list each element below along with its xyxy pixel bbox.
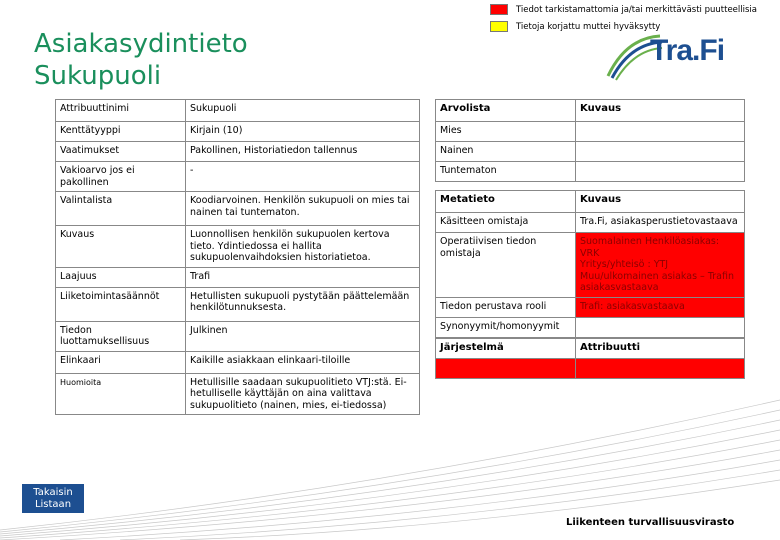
metadata-table <box>435 190 745 338</box>
table-header-cell: Kuvaus <box>576 191 745 213</box>
table-header-row <box>436 191 745 213</box>
attribute-value-cell: Trafi <box>186 267 420 287</box>
table-row <box>56 162 420 192</box>
legend-red <box>490 4 757 15</box>
trafi-logo <box>604 30 754 82</box>
attribute-key-cell: Laajuus <box>56 267 186 287</box>
table-row <box>56 287 420 321</box>
attribute-value-cell: Pakollinen, Historiatiedon tallennus <box>186 142 420 162</box>
table-row <box>56 267 420 287</box>
table-cell: Nainen <box>436 142 576 162</box>
logo-text: Tra.Fi <box>650 34 725 67</box>
yellow-swatch <box>490 21 508 32</box>
metadata-key-cell: Käsitteen omistaja <box>436 213 576 233</box>
back-button-line-1: Takaisin <box>33 487 73 498</box>
table-row <box>436 359 745 379</box>
table-cell: Mies <box>436 122 576 142</box>
attribute-value-cell: Kirjain (10) <box>186 122 420 142</box>
value-list-table <box>435 99 745 182</box>
table-cell <box>576 122 745 142</box>
table-row <box>56 142 420 162</box>
table-header-cell: Metatieto <box>436 191 576 213</box>
back-button-line-2: Listaan <box>34 499 72 510</box>
attribute-key-cell: Elinkaari <box>56 351 186 373</box>
metadata-key-cell: Tiedon perustava rooli <box>436 297 576 317</box>
table-header-cell: Arvolista <box>436 100 576 122</box>
attribute-key-cell: Tiedon luottamuksellisuus <box>56 321 186 351</box>
attribute-value-cell: Sukupuoli <box>186 100 420 122</box>
back-to-list-button[interactable] <box>22 484 84 513</box>
legend-red-text: Tiedot tarkistamattomia ja/tai merkittävästi puutteellisia <box>516 4 757 15</box>
table-cell <box>576 162 745 182</box>
decorative-wave <box>0 380 780 540</box>
system-table <box>435 338 745 379</box>
table-row <box>436 317 745 337</box>
table-row <box>56 122 420 142</box>
table-row <box>56 100 420 122</box>
footer-agency-name: Liikenteen turvallisuusvirasto <box>566 517 735 528</box>
metadata-value-cell: Tra.Fi, asiakasperustietovastaava <box>576 213 745 233</box>
table-row <box>436 142 745 162</box>
legend-yellow-text: Tietoja korjattu muttei hyväksytty <box>516 21 661 32</box>
attribute-key-cell: Vaatimukset <box>56 142 186 162</box>
metadata-key-cell: Synonyymit/homonyymit <box>436 317 576 337</box>
table-row <box>56 351 420 373</box>
metadata-key-cell: Operatiivisen tiedon omistaja <box>436 233 576 298</box>
table-header-cell: Attribuutti <box>576 339 745 359</box>
attribute-key-cell: Valintalista <box>56 192 186 226</box>
attribute-key-cell: Liiketoimintasäännöt <box>56 287 186 321</box>
table-header-cell: Järjestelmä <box>436 339 576 359</box>
metadata-value-cell: Suomalainen Henkilöasiakas: VRK Yritys/yhteisö : YTJ Muu/ulkomainen asiakas – Trafin asiakasvastaava <box>576 233 745 298</box>
table-row <box>56 226 420 268</box>
page-title <box>34 28 248 92</box>
metadata-value-cell: Trafi: asiakasvastaava <box>576 297 745 317</box>
red-swatch <box>490 4 508 15</box>
table-row <box>436 213 745 233</box>
attribute-key-cell: Kenttätyyppi <box>56 122 186 142</box>
table-cell <box>436 359 576 379</box>
attribute-value-cell: Hetullisille saadaan sukupuolitieto VTJ:stä. Ei-hetulliselle käyttäjän on aina valittava sukupuolitieto (nainen, mies, ei-tiedossa) <box>186 373 420 415</box>
attribute-value-cell: - <box>186 162 420 192</box>
table-row <box>436 297 745 317</box>
title-line-1: Asiakasydintieto <box>34 29 248 59</box>
table-row <box>56 192 420 226</box>
table-row <box>436 162 745 182</box>
metadata-value-cell <box>576 317 745 337</box>
attribute-value-cell: Luonnollisen henkilön sukupuolen kertova tieto. Ydintiedossa ei hallita sukupuolenvaihdoksien historiatietoa. <box>186 226 420 268</box>
attribute-value-cell: Koodiarvoinen. Henkilön sukupuoli on mies tai nainen tai tuntematon. <box>186 192 420 226</box>
attribute-key-cell: Huomioita <box>56 373 186 415</box>
table-header-cell: Kuvaus <box>576 100 745 122</box>
table-cell <box>576 359 745 379</box>
title-line-2: Sukupuoli <box>34 61 162 91</box>
table-row <box>436 122 745 142</box>
attribute-value-cell: Julkinen <box>186 321 420 351</box>
attribute-table <box>55 99 420 415</box>
table-header-row <box>436 100 745 122</box>
table-cell: Tuntematon <box>436 162 576 182</box>
attribute-value-cell: Kaikille asiakkaan elinkaari-tiloille <box>186 351 420 373</box>
attribute-key-cell: Vakioarvo jos ei pakollinen <box>56 162 186 192</box>
attribute-key-cell: Attribuuttinimi <box>56 100 186 122</box>
table-row <box>436 233 745 298</box>
table-row <box>56 321 420 351</box>
table-header-row <box>436 339 745 359</box>
attribute-value-cell: Hetullisten sukupuoli pystytään päättelemään henkilötunnuksesta. <box>186 287 420 321</box>
attribute-key-cell: Kuvaus <box>56 226 186 268</box>
table-cell <box>576 142 745 162</box>
